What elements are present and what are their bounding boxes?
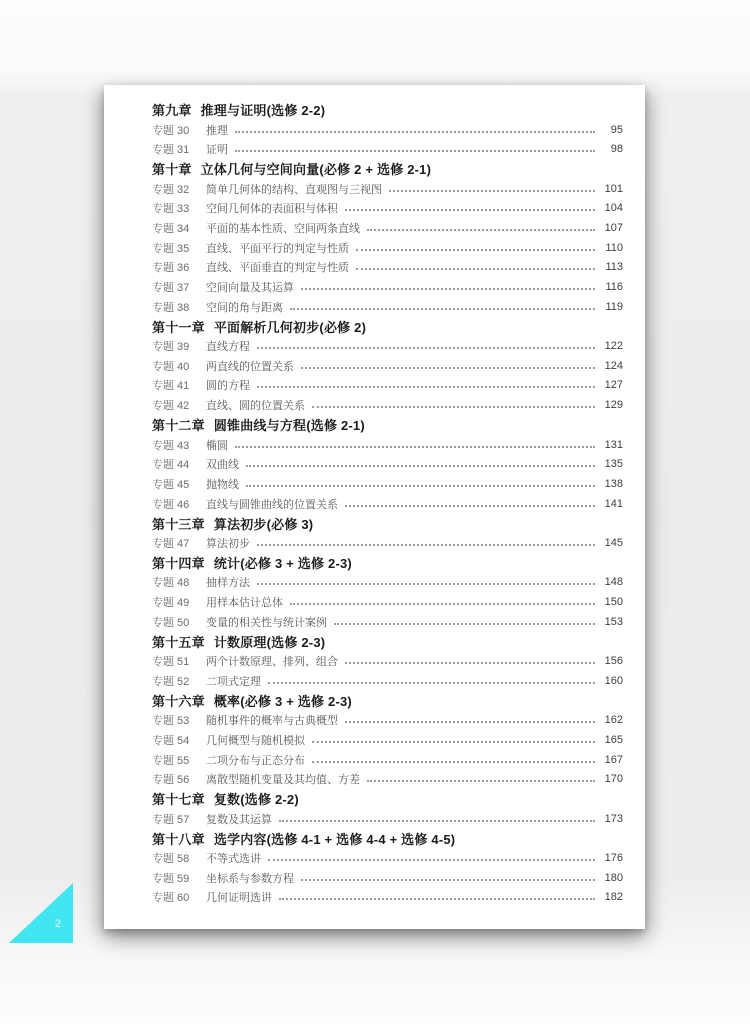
topic-title: 简单几何体的结构、直观图与三视图 (206, 183, 382, 196)
leader-dots (290, 603, 595, 605)
topic-title: 二项分布与正态分布 (206, 754, 305, 767)
topic-page-number: 116 (605, 281, 623, 294)
toc-list (152, 100, 623, 907)
chapter-heading (152, 513, 623, 533)
toc-entry (152, 671, 623, 691)
leader-dots (345, 209, 595, 211)
leader-dots (356, 268, 595, 270)
toc-entry (152, 651, 623, 671)
topic-title: 复数及其运算 (206, 813, 272, 826)
toc-entry (152, 750, 623, 770)
chapter-title: 选学内容(选修 4-1 + 选修 4-4 + 选修 4-5) (213, 831, 456, 847)
toc-entry (152, 848, 623, 868)
toc-entry (152, 179, 623, 199)
leader-dots (235, 131, 595, 133)
toc-entry (152, 730, 623, 750)
chapter-heading (152, 553, 623, 573)
chapter-number: 第十五章 (152, 634, 205, 650)
chapter-number: 第十二章 (152, 418, 205, 434)
toc-entry (152, 297, 623, 317)
chapter-title: 圆锥曲线与方程(选修 2-1) (213, 418, 365, 434)
topic-label: 专题 42 (152, 400, 190, 413)
leader-dots (257, 386, 595, 388)
topic-label: 专题 48 (152, 577, 190, 590)
topic-page-number: 104 (604, 202, 623, 215)
toc-entry (152, 198, 623, 218)
topic-label: 专题 49 (152, 597, 190, 610)
chapter-title: 计数原理(选修 2-3) (213, 634, 326, 650)
chapter-title: 立体几何与空间向量(必修 2 + 选修 2-1) (200, 162, 432, 178)
chapter-number: 第十章 (152, 162, 192, 178)
leader-dots (257, 347, 595, 349)
chapter-heading (152, 789, 623, 809)
leader-dots (257, 583, 595, 585)
chapter-number: 第十六章 (152, 693, 205, 709)
chapter-title: 平面解析几何初步(必修 2) (213, 319, 367, 335)
toc-entry (152, 336, 623, 356)
toc-entry (152, 533, 623, 553)
topic-title: 圆的方程 (206, 380, 250, 393)
leader-dots (268, 859, 595, 861)
leader-dots (235, 446, 595, 448)
toc-entry (152, 573, 623, 593)
toc-entry (152, 612, 623, 632)
toc-entry (152, 592, 623, 612)
toc-entry (152, 277, 623, 297)
topic-label: 专题 35 (152, 242, 190, 255)
topic-page-number: 153 (604, 615, 623, 628)
chapter-heading (152, 159, 623, 179)
leader-dots (301, 288, 595, 290)
leader-dots (312, 761, 595, 763)
topic-label: 专题 56 (152, 774, 190, 787)
chapter-heading (152, 415, 623, 435)
toc-entry (152, 356, 623, 376)
topic-page-number: 98 (610, 143, 623, 156)
topic-title: 用样本估计总体 (206, 597, 283, 610)
topic-title: 随机事件的概率与古典概型 (206, 715, 338, 728)
leader-dots (235, 150, 595, 152)
topic-page-number: 101 (604, 182, 623, 195)
topic-page-number: 182 (604, 891, 623, 904)
topic-title: 二项式定理 (206, 675, 261, 688)
page-number: 2 (54, 918, 61, 930)
topic-page-number: 141 (604, 497, 623, 510)
topic-page-number: 135 (604, 458, 623, 471)
leader-dots (389, 190, 595, 192)
leader-dots (246, 465, 595, 467)
leader-dots (356, 249, 595, 251)
topic-label: 专题 46 (152, 498, 190, 511)
topic-title: 直线方程 (206, 341, 250, 354)
topic-page-number: 119 (605, 300, 623, 313)
topic-label: 专题 51 (152, 656, 190, 669)
topic-page-number: 162 (604, 714, 623, 727)
topic-label: 专题 58 (152, 852, 190, 865)
topic-title: 算法初步 (206, 537, 250, 550)
leader-dots (268, 682, 595, 684)
leader-dots (312, 406, 595, 408)
chapter-title: 算法初步(必修 3) (213, 516, 314, 532)
topic-label: 专题 37 (152, 282, 190, 295)
toc-entry (152, 395, 623, 415)
topic-label: 专题 41 (152, 380, 190, 393)
topic-page-number: 176 (604, 851, 623, 864)
topic-page-number: 138 (604, 477, 623, 490)
topic-page-number: 167 (604, 753, 623, 766)
topic-label: 专题 34 (152, 222, 190, 235)
topic-title: 离散型随机变量及其均值、方差 (206, 774, 360, 787)
topic-label: 专题 59 (152, 872, 190, 885)
topic-title: 推理 (206, 124, 228, 137)
topic-label: 专题 36 (152, 262, 190, 275)
topic-label: 专题 43 (152, 439, 190, 452)
topic-label: 专题 32 (152, 183, 190, 196)
chapter-number: 第十三章 (152, 516, 205, 532)
toc-entry (152, 258, 623, 278)
toc-entry (152, 139, 623, 159)
topic-title: 抛物线 (206, 478, 239, 491)
topic-page-number: 131 (604, 438, 623, 451)
topic-label: 专题 47 (152, 537, 190, 550)
leader-dots (312, 741, 595, 743)
toc-entry (152, 494, 623, 514)
toc-entry (152, 376, 623, 396)
topic-title: 空间向量及其运算 (206, 282, 294, 295)
topic-label: 专题 40 (152, 360, 190, 373)
leader-dots (301, 879, 595, 881)
chapter-heading (152, 100, 623, 120)
chapter-title: 概率(必修 3 + 选修 2-3) (213, 693, 352, 709)
toc-entry (152, 888, 623, 908)
topic-page-number: 156 (604, 655, 623, 668)
chapter-number: 第九章 (152, 103, 192, 119)
leader-dots (367, 229, 595, 231)
topic-page-number: 124 (604, 359, 623, 372)
topic-title: 几何证明选讲 (206, 892, 272, 905)
leader-dots (290, 308, 595, 310)
topic-title: 几何概型与随机模拟 (206, 734, 305, 747)
leader-dots (367, 780, 595, 782)
topic-title: 空间的角与距离 (206, 301, 283, 314)
topic-page-number: 173 (604, 812, 623, 825)
chapter-heading (152, 691, 623, 711)
topic-label: 专题 54 (152, 734, 190, 747)
topic-title: 两直线的位置关系 (206, 360, 294, 373)
topic-label: 专题 50 (152, 616, 190, 629)
toc-entry (152, 474, 623, 494)
topic-label: 专题 57 (152, 813, 190, 826)
toc-entry (152, 809, 623, 829)
topic-page-number: 180 (604, 871, 623, 884)
topic-page-number: 150 (604, 596, 623, 609)
chapter-number: 第十一章 (152, 319, 205, 335)
leader-dots (334, 623, 595, 625)
topic-title: 证明 (206, 144, 228, 157)
toc-entry (152, 218, 623, 238)
leader-dots (345, 662, 595, 664)
topic-page-number: 145 (604, 536, 623, 549)
topic-title: 直线、圆的位置关系 (206, 400, 305, 413)
toc-entry (152, 238, 623, 258)
topic-label: 专题 45 (152, 478, 190, 491)
topic-title: 椭圆 (206, 439, 228, 452)
chapter-title: 复数(选修 2-2) (213, 792, 299, 808)
topic-label: 专题 30 (152, 124, 190, 137)
leader-dots (279, 898, 595, 900)
topic-title: 空间几何体的表面积与体积 (206, 203, 338, 216)
toc-entry (152, 120, 623, 140)
topic-page-number: 122 (604, 340, 623, 353)
chapter-title: 推理与证明(选修 2-2) (200, 103, 326, 119)
topic-title: 双曲线 (206, 459, 239, 472)
chapter-number: 第十四章 (152, 556, 205, 572)
topic-title: 不等式选讲 (206, 852, 261, 865)
topic-label: 专题 53 (152, 715, 190, 728)
topic-title: 抽样方法 (206, 577, 250, 590)
topic-label: 专题 39 (152, 341, 190, 354)
topic-title: 坐标系与参数方程 (206, 872, 294, 885)
topic-page-number: 107 (604, 221, 623, 234)
leader-dots (246, 485, 595, 487)
chapter-heading (152, 632, 623, 652)
topic-label: 专题 52 (152, 675, 190, 688)
topic-page-number: 170 (604, 773, 623, 786)
chapter-number: 第十七章 (152, 792, 205, 808)
topic-title: 平面的基本性质、空间两条直线 (206, 222, 360, 235)
topic-title: 直线与圆锥曲线的位置关系 (206, 498, 338, 511)
book-page (104, 85, 645, 929)
topic-label: 专题 60 (152, 892, 190, 905)
toc-entry (152, 435, 623, 455)
topic-label: 专题 38 (152, 301, 190, 314)
chapter-number: 第十八章 (152, 831, 205, 847)
topic-label: 专题 44 (152, 459, 190, 472)
topic-page-number: 148 (604, 576, 623, 589)
chapter-heading (152, 317, 623, 337)
leader-dots (301, 367, 595, 369)
topic-page-number: 95 (610, 123, 623, 136)
leader-dots (345, 505, 595, 507)
topic-title: 两个计数原理、排列、组合 (206, 656, 338, 669)
toc-entry (152, 868, 623, 888)
toc-entry (152, 710, 623, 730)
toc-entry (152, 454, 623, 474)
topic-page-number: 110 (605, 241, 623, 254)
topic-label: 专题 55 (152, 754, 190, 767)
corner-fold (9, 883, 73, 943)
leader-dots (345, 721, 595, 723)
chapter-title: 统计(必修 3 + 选修 2-3) (213, 556, 352, 572)
leader-dots (279, 820, 595, 822)
topic-title: 变量的相关性与统计案例 (206, 616, 327, 629)
topic-page-number: 127 (604, 379, 623, 392)
topic-label: 专题 33 (152, 203, 190, 216)
topic-page-number: 165 (604, 733, 623, 746)
cyan-triangle-icon (9, 883, 73, 943)
topic-title: 直线、平面平行的判定与性质 (206, 242, 349, 255)
topic-title: 直线、平面垂直的判定与性质 (206, 262, 349, 275)
toc-entry (152, 769, 623, 789)
chapter-heading (152, 828, 623, 848)
topic-page-number: 129 (604, 399, 623, 412)
topic-label: 专题 31 (152, 144, 190, 157)
topic-page-number: 160 (604, 674, 623, 687)
topic-page-number: 113 (605, 261, 623, 274)
leader-dots (257, 544, 595, 546)
